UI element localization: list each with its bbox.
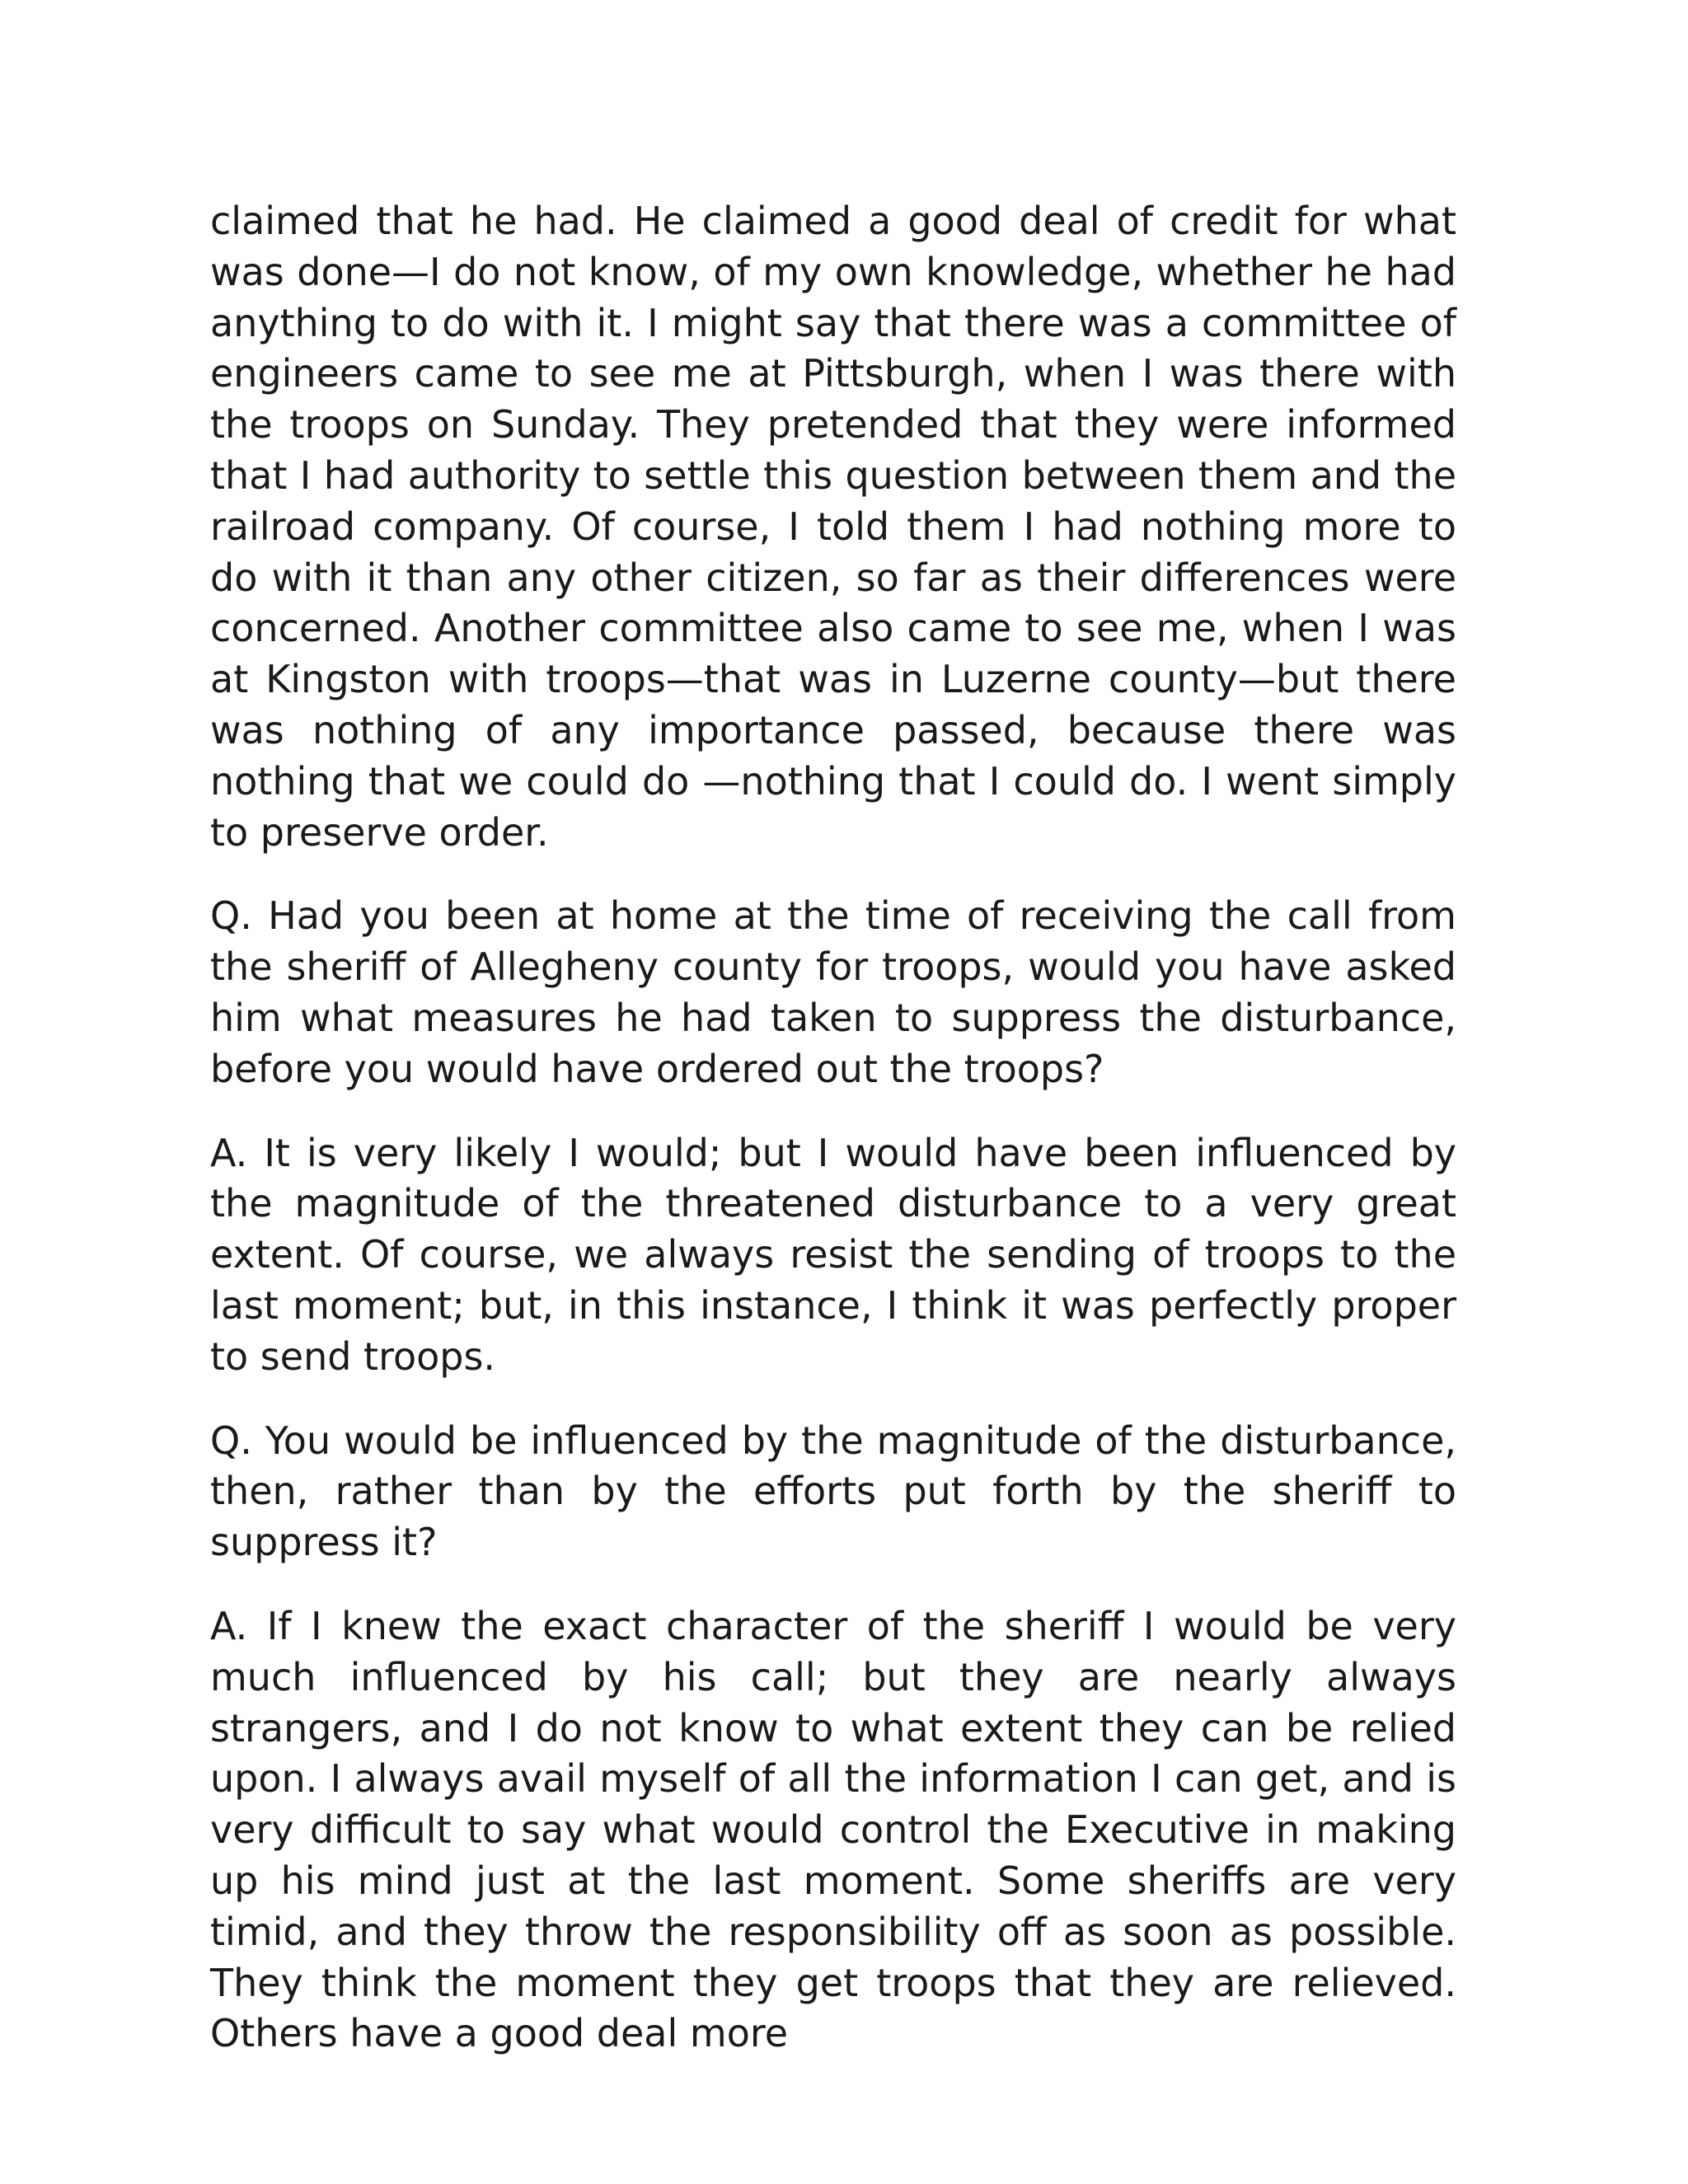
- paragraph-testimony-continued: claimed that he had. He claimed a good deal of credit for what was done—I do not know, of my own knowledge, whether he had anything to do with it. I might say that there was a committee of engineers came to see me at Pittsburgh, when I was there with the troops on Sunday. They pretended that they were informed that I had authority to settle this question between them and the railroad company. Of course, I told them I had nothing more to do with it than any other citizen, so far as their differences were concerned. Another committee also came to see me, when I was at Kingston with troops—that was in Luzerne county—but there was nothing of any importance passed, because there was nothing that we could do —nothing that I could do. I went simply to preserve order.: [210, 199, 1456, 855]
- paragraph-question-2: Q. You would be influenced by the magnitude of the disturbance, then, rather than by the efforts put forth by the sheriff to suppress it?: [210, 1418, 1456, 1565]
- paragraph-answer-1: A. It is very likely I would; but I would have been influenced by the magnitude of the threatened disturbance to a very great extent. Of course, we always resist the sending of troops to the last moment; but, in this instance, I think it was perfectly proper to send troops.: [210, 1130, 1456, 1379]
- paragraph-question-1: Q. Had you been at home at the time of receiving the call from the sheriff of Allegheny county for troops, would you have asked him what measures he had taken to suppress the disturbance, before you would have ordered out the troops?: [210, 893, 1456, 1091]
- document-page: [210, 196, 1456, 2093]
- paragraph-answer-2: A. If I knew the exact character of the sheriff I would be very much influenced by his call; but they are nearly always strangers, and I do not know to what extent they can be relied upon. I always avail myself of all the information I can get, and is very difficult to say what would control the Executive in making up his mind just at the last moment. Some sheriffs are very timid, and they throw the responsibility off as soon as possible. They think the moment they get troops that they are relieved. Others have a good deal more: [210, 1603, 1456, 2056]
